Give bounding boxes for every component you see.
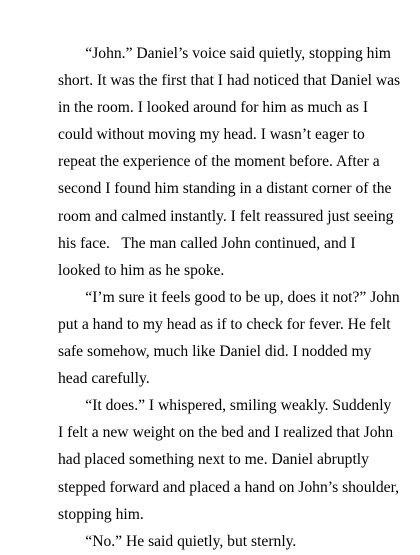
text-line: stopping him. <box>58 505 144 523</box>
text-line: stepped forward and placed a hand on John’s shoulder, <box>58 478 400 496</box>
text-line: I felt a new weight on the bed and I realized that John <box>58 424 394 442</box>
body-text <box>58 40 401 555</box>
text-line: head carefully. <box>58 370 150 388</box>
text-line: put a hand to my head as if to check for fever. He felt <box>58 315 391 333</box>
text-line: “No.” He said quietly, but sternly. <box>58 532 297 550</box>
text-line: safe somehow, much like Daniel did. I nodded my <box>58 343 372 361</box>
text-line: repeat the experience of the moment before. After a <box>58 153 380 171</box>
text-line: his face. The man called John continued, and I <box>58 234 356 252</box>
text-line: had placed something next to me. Daniel abruptly <box>58 451 369 469</box>
text-line: second I found him standing in a distant corner of the <box>58 180 392 198</box>
text-line: short. It was the first that I had noticed that Daniel was <box>58 72 401 90</box>
text-line: could without moving my head. I wasn’t eager to <box>58 126 365 144</box>
text-line: looked to him as he spoke. <box>58 261 225 279</box>
text-line: “I’m sure it feels good to be up, does it not?” John <box>58 288 400 306</box>
text-line: room and calmed instantly. I felt reassured just seeing <box>58 207 394 225</box>
text-line: in the room. I looked around for him as much as I <box>58 99 369 117</box>
text-line: “It does.” I whispered, smiling weakly. Suddenly <box>58 397 392 415</box>
text-line: “John.” Daniel’s voice said quietly, stopping him <box>58 45 391 62</box>
